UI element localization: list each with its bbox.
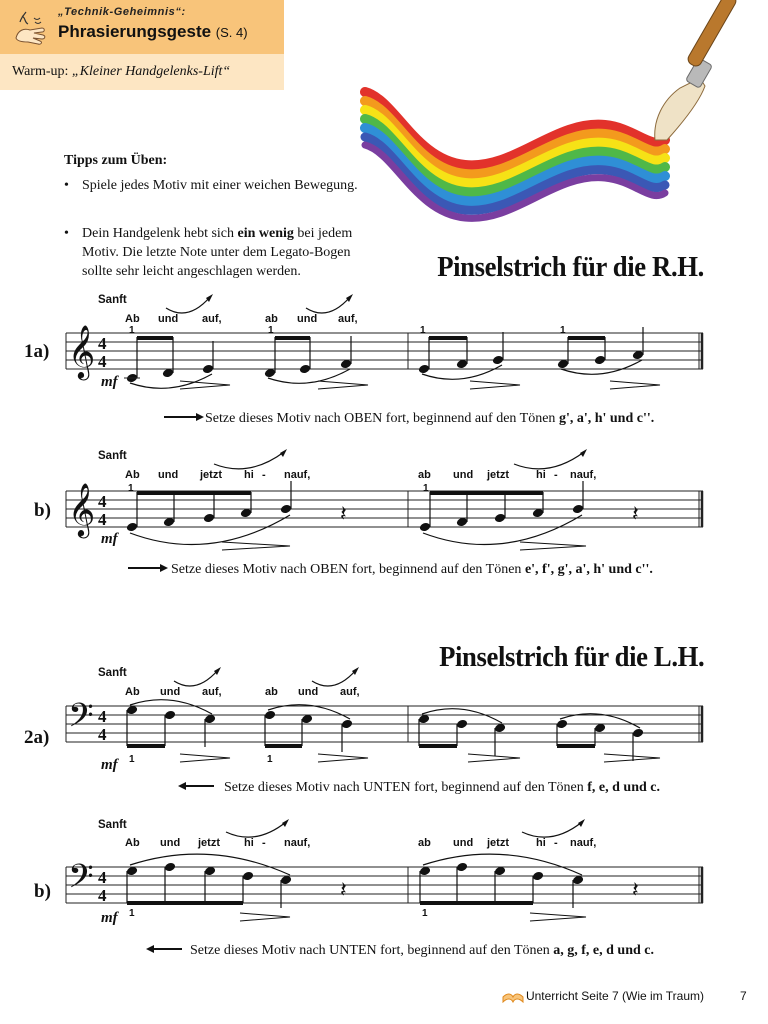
lift-arrow (174, 670, 218, 686)
note-head (456, 862, 468, 873)
note-head (456, 719, 468, 730)
lift-arrow (166, 297, 210, 313)
diminuendo (520, 542, 586, 550)
lift-arrow (312, 670, 356, 686)
note-head (202, 364, 214, 375)
lyric: Ab (125, 313, 140, 325)
note-head (556, 719, 568, 730)
note-head (126, 522, 138, 533)
dynamic-marking: mf (101, 910, 118, 926)
time-signature-bottom: 4 (98, 725, 107, 744)
lift-arrow (306, 297, 350, 313)
fingering: 1 (128, 483, 134, 494)
lyric: Ab (125, 469, 140, 481)
footer-text: Unterricht Seite 7 (Wie im Traum) (525, 989, 704, 1003)
instruction-text (224, 780, 660, 796)
diminuendo (470, 381, 520, 389)
tip-text: Spiele jedes Motiv mit einer weichen Bewegung. (82, 178, 358, 193)
note-head (419, 522, 431, 533)
note-head (494, 513, 506, 524)
lift-arrow (226, 822, 286, 837)
instruction-text (171, 562, 653, 578)
technique-page-ref: (S. 4) (215, 25, 248, 40)
heading-left-hand: Pinselstrich für die L.H. (438, 641, 704, 673)
lyric: ab (265, 313, 278, 325)
lyric: und (160, 686, 181, 698)
time-signature-bottom: 4 (98, 886, 107, 905)
note-head (572, 504, 584, 515)
instruction-text (205, 411, 654, 427)
slur (268, 369, 350, 383)
page-number: 7 (740, 989, 747, 1003)
lyric: - (262, 837, 266, 849)
lyric: hi (244, 469, 254, 481)
lift-arrow (514, 452, 584, 469)
lyric: hi (536, 837, 546, 849)
exercise-label: 1a) (24, 341, 50, 362)
note-head (492, 355, 504, 366)
lyric: ab (265, 686, 278, 698)
lyric: ab (418, 469, 431, 481)
diminuendo (604, 754, 660, 762)
lyric: nauf, (284, 469, 311, 481)
note-head (594, 355, 606, 366)
lyric: und (453, 837, 474, 849)
lyric: Ab (125, 837, 140, 849)
arrow-head-icon (280, 449, 287, 457)
fingering: 1 (423, 483, 429, 494)
lyric: auf, (340, 686, 360, 698)
diminuendo (180, 754, 230, 762)
instruction-notes: g', a', h' und c''. (558, 411, 655, 426)
exercise-label: b) (34, 881, 51, 902)
instruction-notes: f, e, d und c. (587, 780, 660, 795)
fingering: 1 (422, 908, 428, 919)
note-head (418, 364, 430, 375)
instruction-notes: e', f', g', a', h' und c''. (524, 562, 653, 577)
lyric: auf, (202, 313, 222, 325)
diminuendo (610, 381, 660, 389)
tempo-marking: Sanft (98, 667, 127, 679)
quarter-rest-icon: 𝄽 (340, 878, 347, 903)
lyric: auf, (338, 313, 358, 325)
diminuendo (240, 913, 290, 921)
tempo-marking: Sanft (98, 450, 127, 462)
lyric: und (297, 313, 318, 325)
lyric: jetzt (198, 837, 220, 849)
arrow-left-icon (178, 782, 186, 790)
treble-clef-icon: 𝄞 (68, 482, 96, 536)
lyric: - (554, 837, 558, 849)
tip-text-part: bei jedem Motiv. Die letzte Note unter dem Legato-Bogen sollte sehr leicht angeschlagen werden. (82, 226, 353, 279)
arrow-right-icon (196, 413, 204, 421)
lyric: und (298, 686, 319, 698)
dynamic-marking: mf (101, 757, 118, 773)
lyric: - (554, 469, 558, 481)
instruction-main: Setze dieses Motiv nach UNTEN fort, beginnend auf den Tönen (224, 780, 588, 795)
warmup-label: Warm-up: (12, 64, 69, 79)
time-signature-top: 4 (98, 492, 107, 511)
lyric: und (158, 469, 179, 481)
time-signature-top: 4 (98, 868, 107, 887)
technique-label: „Technik-Geheimnis“: (58, 6, 186, 18)
diminuendo (318, 381, 368, 389)
time-signature-bottom: 4 (98, 352, 107, 371)
time-signature-top: 4 (98, 334, 107, 353)
lyric: Ab (125, 686, 140, 698)
fingering: 1 (560, 325, 566, 336)
heading-right-hand: Pinselstrich für die R.H. (437, 251, 704, 283)
footer-reference (502, 989, 704, 1003)
quarter-rest-icon: 𝄽 (632, 878, 639, 903)
instruction-main: Setze dieses Motiv nach UNTEN fort, beginnend auf den Tönen (190, 943, 554, 958)
lyric: und (160, 837, 181, 849)
diminuendo (222, 542, 290, 550)
warmup-name: „Kleiner Handgelenks-Lift“ (71, 64, 231, 79)
tempo-marking: Sanft (98, 294, 127, 306)
note-head (532, 871, 544, 882)
fingering: 1 (267, 754, 273, 765)
lyric: nauf, (570, 469, 597, 481)
lesson-book-icon (502, 991, 524, 1003)
diminuendo (318, 754, 368, 762)
technique-title-text: Phrasierungsgeste (58, 22, 212, 41)
lyric: jetzt (487, 837, 509, 849)
note-head (164, 710, 176, 721)
dynamic-marking: mf (101, 374, 118, 390)
bass-clef-icon: 𝄢 (68, 697, 94, 743)
quarter-rest-icon: 𝄽 (632, 502, 639, 527)
bass-clef-icon: 𝄢 (68, 858, 94, 904)
lyric: jetzt (487, 469, 509, 481)
time-signature-top: 4 (98, 707, 107, 726)
tips-title: Tipps zum Üben: (64, 153, 168, 168)
tempo-marking: Sanft (98, 819, 127, 831)
instruction-text (190, 943, 654, 959)
lyric: - (262, 469, 266, 481)
exercise-label: b) (34, 500, 51, 521)
tip-text-part: Dein Handgelenk hebt sich (82, 226, 238, 241)
bullet: • (64, 226, 69, 241)
lyric: und (453, 469, 474, 481)
lyric: ab (418, 837, 431, 849)
slur (130, 374, 212, 388)
instruction-notes: a, g, f, e, d und c. (553, 943, 654, 958)
time-signature-bottom: 4 (98, 510, 107, 529)
lyric: nauf, (570, 837, 597, 849)
note-head (632, 728, 644, 739)
lyric: hi (536, 469, 546, 481)
note-head (280, 504, 292, 515)
tip-text-emphasis: ein wenig (237, 226, 294, 241)
lift-arrow (522, 822, 582, 837)
diminuendo (530, 913, 586, 921)
diminuendo (468, 754, 520, 762)
fingering: 1 (129, 754, 135, 765)
lyric: hi (244, 837, 254, 849)
fingering: 1 (268, 325, 274, 336)
instruction-main: Setze dieses Motiv nach OBEN fort, beginnend auf den Tönen (205, 411, 559, 426)
bullet: • (64, 178, 69, 193)
fingering: 1 (129, 325, 135, 336)
note-head (242, 871, 254, 882)
note-head (264, 710, 276, 721)
exercise-label: 2a) (24, 727, 50, 748)
quarter-rest-icon: 𝄽 (340, 502, 347, 527)
lyric: auf, (202, 686, 222, 698)
fingering: 1 (420, 325, 426, 336)
note-head (203, 513, 215, 524)
note-head (299, 364, 311, 375)
arrow-head-icon (578, 819, 585, 827)
instruction-main: Setze dieses Motiv nach OBEN fort, beginnend auf den Tönen (171, 562, 525, 577)
dynamic-marking: mf (101, 531, 118, 547)
arrow-right-icon (160, 564, 168, 572)
fingering: 1 (129, 908, 135, 919)
arrow-left-icon (146, 945, 154, 953)
treble-clef-icon: 𝄞 (68, 324, 96, 378)
lyric: nauf, (284, 837, 311, 849)
arrow-head-icon (580, 449, 587, 457)
note-head (164, 862, 176, 873)
lift-arrow (214, 452, 284, 469)
arrow-head-icon (282, 819, 289, 827)
note-head (341, 719, 353, 730)
lyric: jetzt (200, 469, 222, 481)
lyric: und (158, 313, 179, 325)
